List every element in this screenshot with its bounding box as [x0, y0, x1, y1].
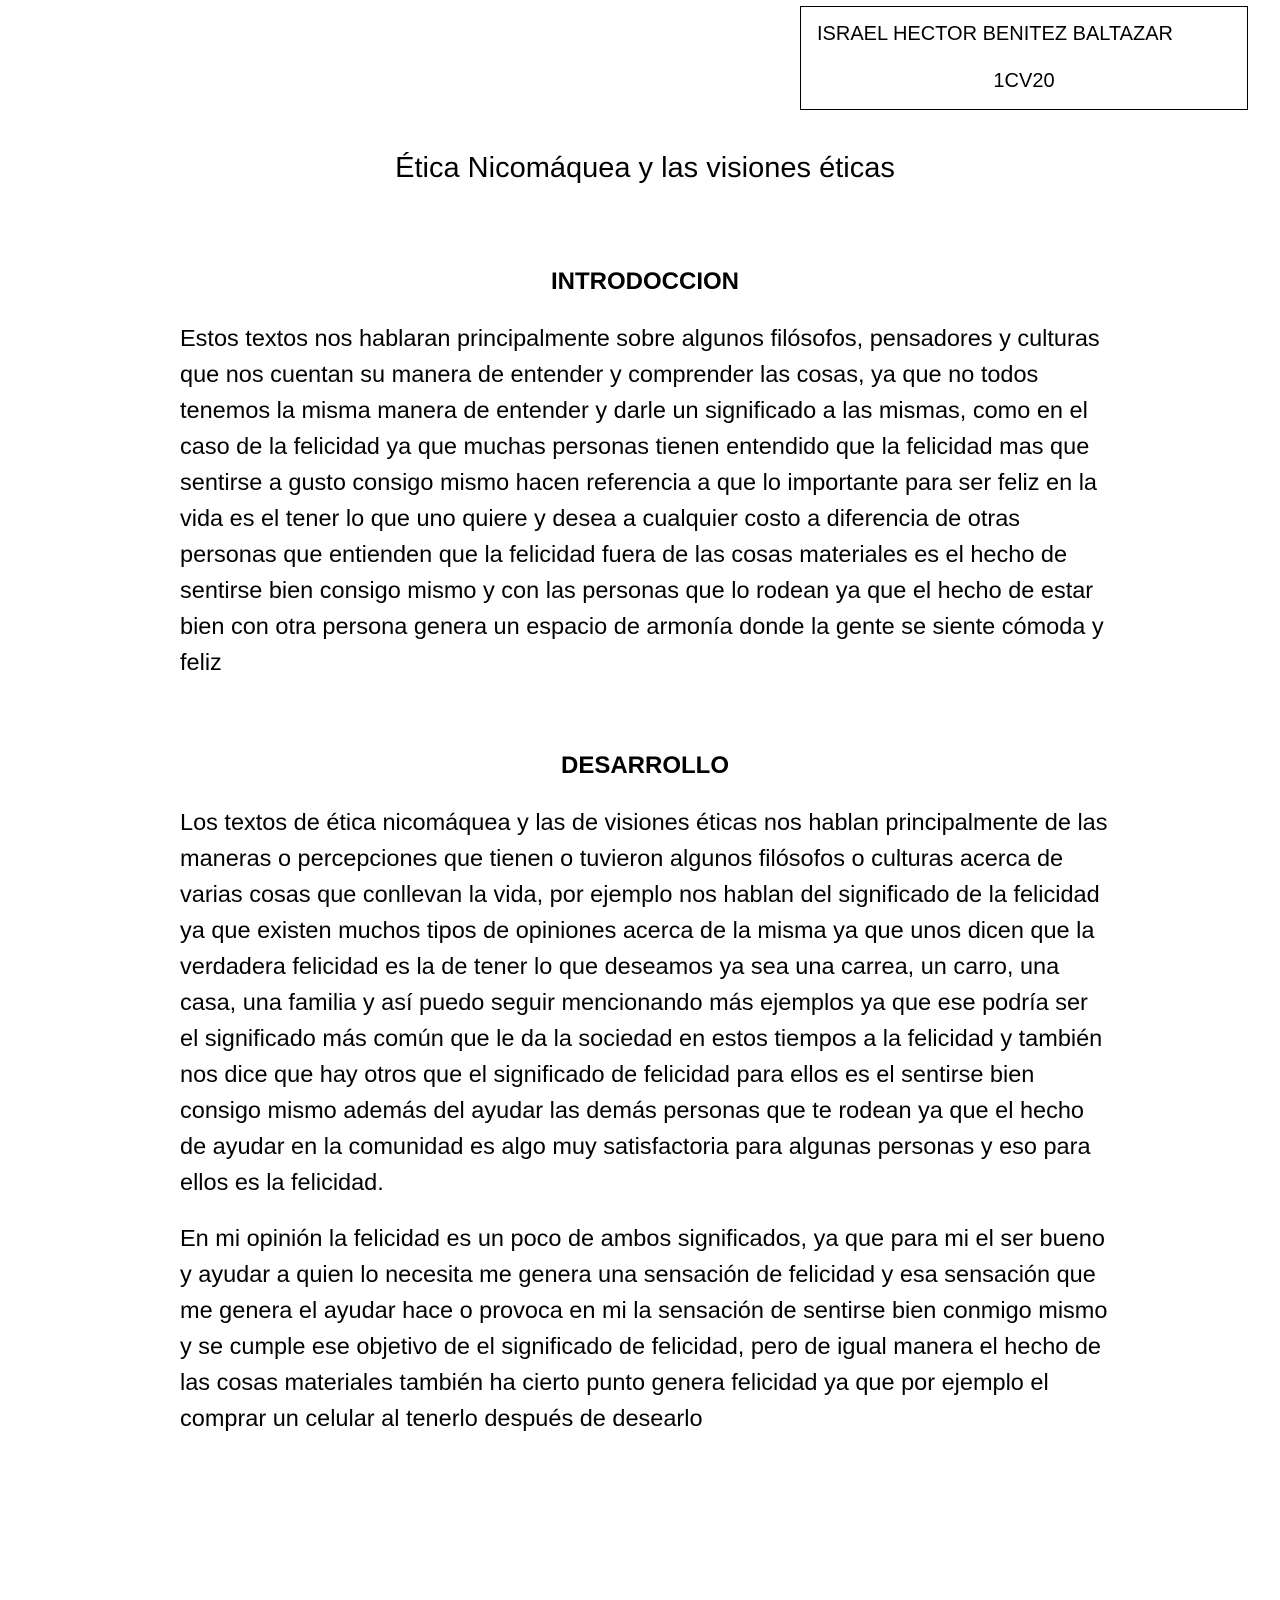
document-title: Ética Nicomáquea y las visiones éticas — [395, 152, 895, 184]
development-heading: DESARROLLO — [561, 752, 729, 779]
introduction-paragraph: Estos textos nos hablaran principalmente sobre algunos filósofos, pensadores y culturas que nos cuentan su manera de entender y comprender las cosas, ya que no todos tenemos la misma manera de entender y darle un significado a las mismas, como en el caso de la felicidad ya que muchas personas tienen entendido que la felicidad mas que sentirse a gusto consigo mismo hacen referencia a que lo importante para ser feliz en la vida es el tener lo que uno quiere y desea a cualquier costo a diferencia de otras personas que entienden que la felicidad fuera de las cosas materiales es el hecho de sentirse bien consigo mismo y con las personas que lo rodean ya que el hecho de estar bien con otra persona genera un espacio de armonía donde la gente se siente cómoda y feliz — [180, 325, 1104, 675]
author-name: ISRAEL HECTOR BENITEZ BALTAZAR — [817, 23, 1173, 45]
group-code: 1CV20 — [993, 70, 1055, 92]
development-paragraph-1: Los textos de ética nicomáquea y las de visiones éticas nos hablan principalmente de las maneras o percepciones que tienen o tuvieron algunos filósofos o culturas acerca de varias cosas que conllevan la vida, por ejemplo nos hablan del significado de la felicidad ya que existen muchos tipos de opiniones acerca de la misma ya que unos dicen que la verdadera felicidad es la de tener lo que deseamos ya sea una carrea, un carro, una casa, una familia y así puedo seguir mencionando más ejemplos ya que ese podría ser el significado más común que le da la sociedad en estos tiempos a la felicidad y también nos dice que hay otros que el significado de felicidad para ellos es el sentirse bien consigo mismo además del ayudar las demás personas que te rodean ya que el hecho de ayudar en la comunidad es algo muy satisfactoria para algunas personas y eso para ellos es la felicidad. — [180, 809, 1108, 1195]
introduction-heading: INTRODOCCION — [551, 268, 739, 295]
author-info-box — [800, 6, 1248, 110]
development-paragraph-2: En mi opinión la felicidad es un poco de ambos significados, ya que para mi el ser bueno y ayudar a quien lo necesita me genera una sensación de felicidad y esa sensación que me genera el ayudar hace o provoca en mi la sensación de sentirse bien conmigo mismo y se cumple ese objetivo de el significado de felicidad, pero de igual manera el hecho de las cosas materiales también ha cierto punto genera felicidad ya que por ejemplo el comprar un celular al tenerlo después de desearlo — [180, 1225, 1108, 1431]
